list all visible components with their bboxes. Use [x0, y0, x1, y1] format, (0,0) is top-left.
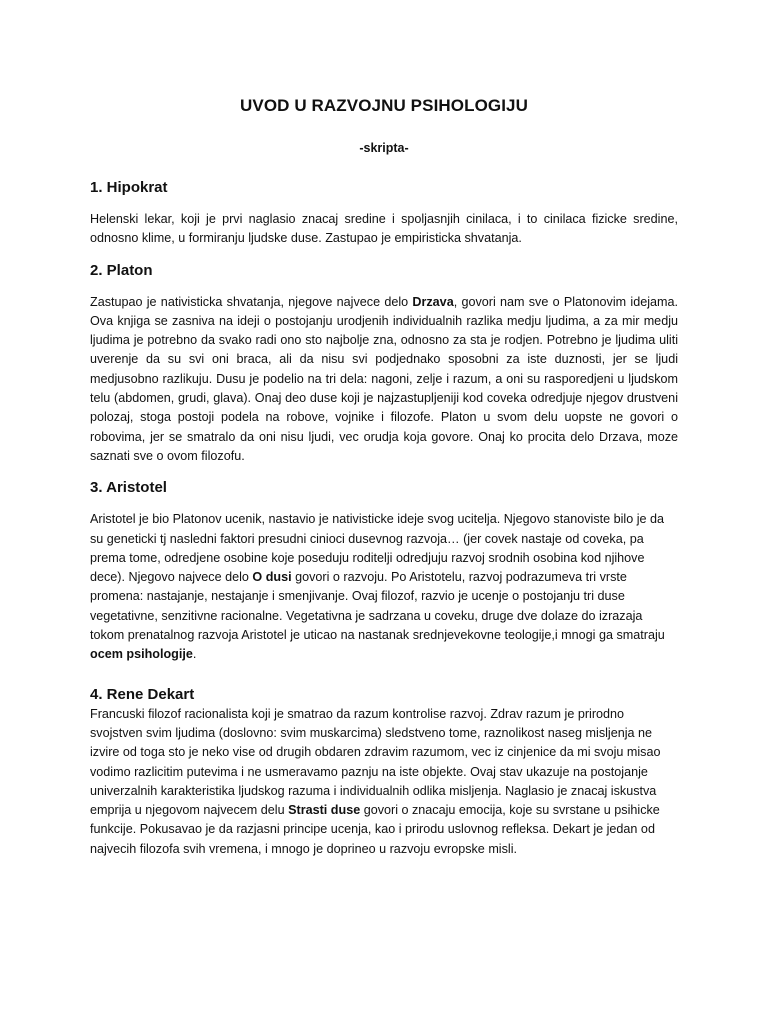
- paragraph-text: govori o znacaju emocija, koje su svrstane u psihicke funkcije. Pokusavao je da razjasni principe ucenja, kao i prirodu uslovnog refleksa. Dekart je jedan od najvecih filozofa svih vremena, i mnogo je doprineo u razvoju evropske misli.: [90, 803, 660, 856]
- bold-work-title: Strasti duse: [288, 803, 361, 818]
- section-rene-dekart: [90, 665, 678, 859]
- bold-phrase: ocem psihologije: [90, 647, 193, 662]
- paragraph-text: Zastupao je nativisticka shvatanja, njegove najvece delo: [90, 294, 413, 309]
- section-platon: [90, 249, 678, 467]
- document-subtitle: -skripta-: [359, 141, 409, 155]
- section-paragraph: [90, 293, 678, 467]
- section-heading: 3. Aristotel: [90, 479, 167, 497]
- section-paragraph: [90, 705, 678, 859]
- paragraph-text: Helenski lekar, koji je prvi naglasio znacaj sredine i spoljasnjih cinilaca, i to cinilaca fizicke sredine, odnosno klime, u formiranju ljudske duse. Zastupao je empiristicka shvatanja.: [90, 212, 678, 246]
- paragraph-text: .: [192, 647, 197, 662]
- section-paragraph: [90, 210, 678, 249]
- paragraph-text: Aristotel je bio Platonov ucenik, nastavio je nativisticke ideje svog ucitelja. Njegovo stanoviste bilo je da su geneticki tj nasledni faktori presudni cinioci dusevnog razvoja… (jer covek nastaje od coveka, pa prema tome, odredjene osobine koje poseduju roditelji odredjuju razvoj srodnih osobina kod njihove dece). Njegovo najvece delo: [90, 512, 665, 585]
- section-heading: 1. Hipokrat: [90, 179, 168, 196]
- section-paragraph: [90, 510, 678, 664]
- bold-work-title: O dusi: [252, 570, 292, 585]
- paragraph-text: Francuski filozof racionalista koji je smatrao da razum kontrolise razvoj. Zdrav razum je prirodno svojstven svim ljudima (doslovno: svim muskarcima) sledstveno tome, raznolikost naseg misljenja ne izvire od toga sto je neko vise od drugih obdaren zdravim razumom, vec iz cinjenice da mi svoju misao vodimo razlicitim putevima i ne usmeravamo paznju na iste objekte. Ovaj stav ukazuje na postojanje univerzalnih karakteristika ljudskog razuma i individualnih odlika misljenja. Naglasio je znacaj iskustva emprija u njegovom najvecem delu: [90, 706, 661, 818]
- section-heading: 2. Platon: [90, 261, 153, 279]
- bold-work-title: Drzava: [412, 294, 454, 309]
- paragraph-text: govori o razvoju. Po Aristotelu, razvoj podrazumeva tri vrste promena: nastajanje, nestajanje i smenjivanje. Ovaj filozof, razvio je ucenje o postojanju tri duse vegetativne, senzitivne racionalne. Vegetativna je sadrzana u coveku, druge dve dolaze do izrazaja tokom prenatalnog razvoja Aristotel je uticao na nastanak srednjevekovne teologije,i mnogi ga smatraju: [90, 570, 665, 643]
- section-hipokrat: [90, 156, 678, 249]
- section-heading: 4. Rene Dekart: [90, 685, 195, 703]
- paragraph-text: , govori nam sve o Platonovim idejama. Ova knjiga se zasniva na ideji o postojanju urodjenih individualnih razlika medju ljudima, a za mir medju ljudima je potrebno da svako radi ono sto najbolje zna, odnosno za sta je rodjen. Potrebno je ljudima uliti uverenje da su svi oni braca, ali da nisu svi podjednako sposobni za iste duznosti, jer se ljudi medjusobno razlikuju. Dusu je podelio na tri dela: nagoni, zelje i razum, a oni su rasporedjeni u ljudskom telu (abdomen, grudi, glava). Onaj deo duse koji je najzastupljeniji kod coveka odredjuje njegov drustveni polozaj, stoga postoji podela na robove, vojnike i filozofe. Platon u svom delu uopste ne govori o robovima, jer se smatralo da oni nisu ljudi, vec orudja koja govore. Onaj ko procita delo Drzava, moze saznati sve o ovom filozofu.: [90, 294, 678, 463]
- document-title: UVOD U RAZVOJNU PSIHOLOGIJU: [240, 96, 528, 115]
- section-aristotel: [90, 466, 678, 664]
